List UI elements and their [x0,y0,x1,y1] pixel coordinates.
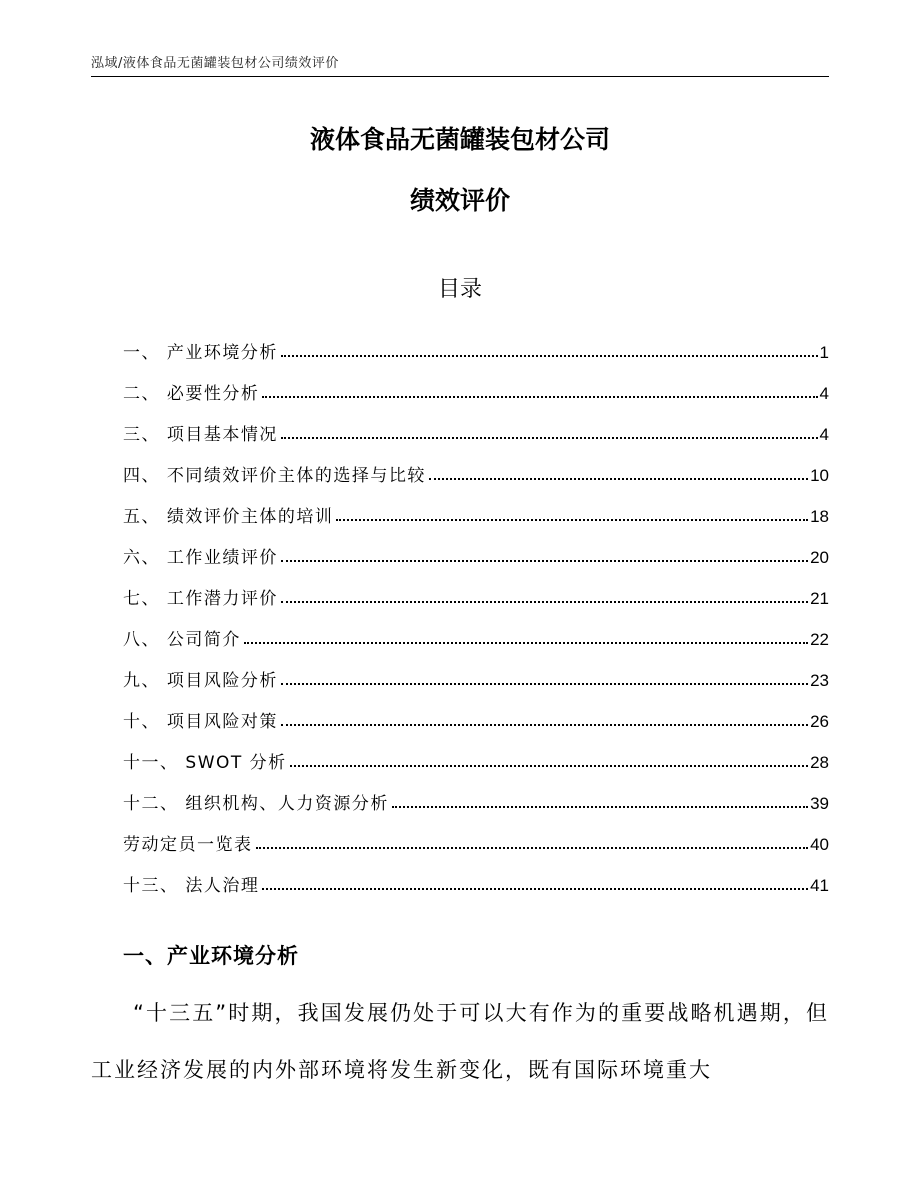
toc-leader-dots [281,601,808,603]
toc-entry-page: 4 [819,425,829,444]
toc-entry-page: 4 [819,384,829,403]
toc-entry-label: 九、 项目风险分析 [123,671,278,691]
toc-leader-dots [262,888,808,890]
toc-entry[interactable] [123,609,829,650]
toc-entry-label: 十二、 组织机构、人力资源分析 [123,794,389,814]
toc-entry-page: 26 [810,712,829,731]
toc-leader-dots [281,355,818,357]
toc-leader-dots [256,847,809,849]
toc-entry[interactable] [123,691,829,732]
toc-leader-dots [281,437,818,439]
toc-leader-dots [281,724,808,726]
toc-leader-dots [336,519,808,521]
toc-entry[interactable] [123,650,829,691]
section-heading: 一、产业环境分析 [123,944,299,968]
toc-entry-page: 21 [810,589,829,608]
header-divider [91,76,829,77]
toc-entry-page: 22 [810,630,829,649]
toc-leader-dots [429,478,808,480]
toc-entry[interactable] [123,486,829,527]
toc-leader-dots [290,765,808,767]
toc-leader-dots [281,683,808,685]
toc-entry-label: 七、 工作潜力评价 [123,589,278,609]
toc-entry-label: 十一、 SWOT 分析 [123,753,287,773]
toc-entry-page: 10 [810,466,829,485]
toc-entry[interactable] [123,404,829,445]
toc-entry-label: 六、 工作业绩评价 [123,548,278,568]
toc-entry-label: 八、 公司简介 [123,630,241,650]
body-paragraph: “十三五”时期，我国发展仍处于可以大有作为的重要战略机遇期，但工业经济发展的内外部环境将发生新变化，既有国际环境重大 [91,1001,829,1082]
toc-heading: 目录 [437,277,482,302]
toc-entry-page: 39 [810,794,829,813]
toc-entry[interactable] [123,568,829,609]
toc-leader-dots [392,806,808,808]
toc-entry-page: 20 [810,548,829,567]
toc-entry-page: 40 [810,835,829,854]
toc-entry-label: 十三、 法人治理 [123,876,260,896]
toc-entry-label: 劳动定员一览表 [123,835,253,855]
toc-entry[interactable] [123,814,829,855]
toc-leader-dots [262,396,817,398]
document-title: 液体食品无菌罐装包材公司 [309,125,610,154]
toc-entry-page: 18 [810,507,829,526]
toc-entry[interactable] [123,527,829,568]
toc-entry[interactable] [123,855,829,896]
toc-entry-page: 23 [810,671,829,690]
toc-entry-label: 四、 不同绩效评价主体的选择与比较 [123,466,426,486]
toc-entry[interactable] [123,445,829,486]
document-subtitle: 绩效评价 [409,186,510,215]
toc-entry-label: 十、 项目风险对策 [123,712,278,732]
toc-entry-page: 41 [810,876,829,895]
toc-entry-page: 28 [810,753,829,772]
toc-entry-label: 二、 必要性分析 [123,384,260,404]
toc-entry-label: 一、 产业环境分析 [123,343,278,363]
table-of-contents [123,322,829,896]
toc-leader-dots [281,560,808,562]
running-header: 泓域/液体食品无菌罐装包材公司绩效评价 [91,56,339,71]
toc-entry-page: 1 [819,343,829,362]
toc-entry-label: 五、 绩效评价主体的培训 [123,507,334,527]
toc-leader-dots [244,642,808,644]
toc-entry[interactable] [123,732,829,773]
toc-entry[interactable] [123,322,829,363]
toc-entry[interactable] [123,773,829,814]
toc-entry-label: 三、 项目基本情况 [123,425,278,445]
toc-entry[interactable] [123,363,829,404]
